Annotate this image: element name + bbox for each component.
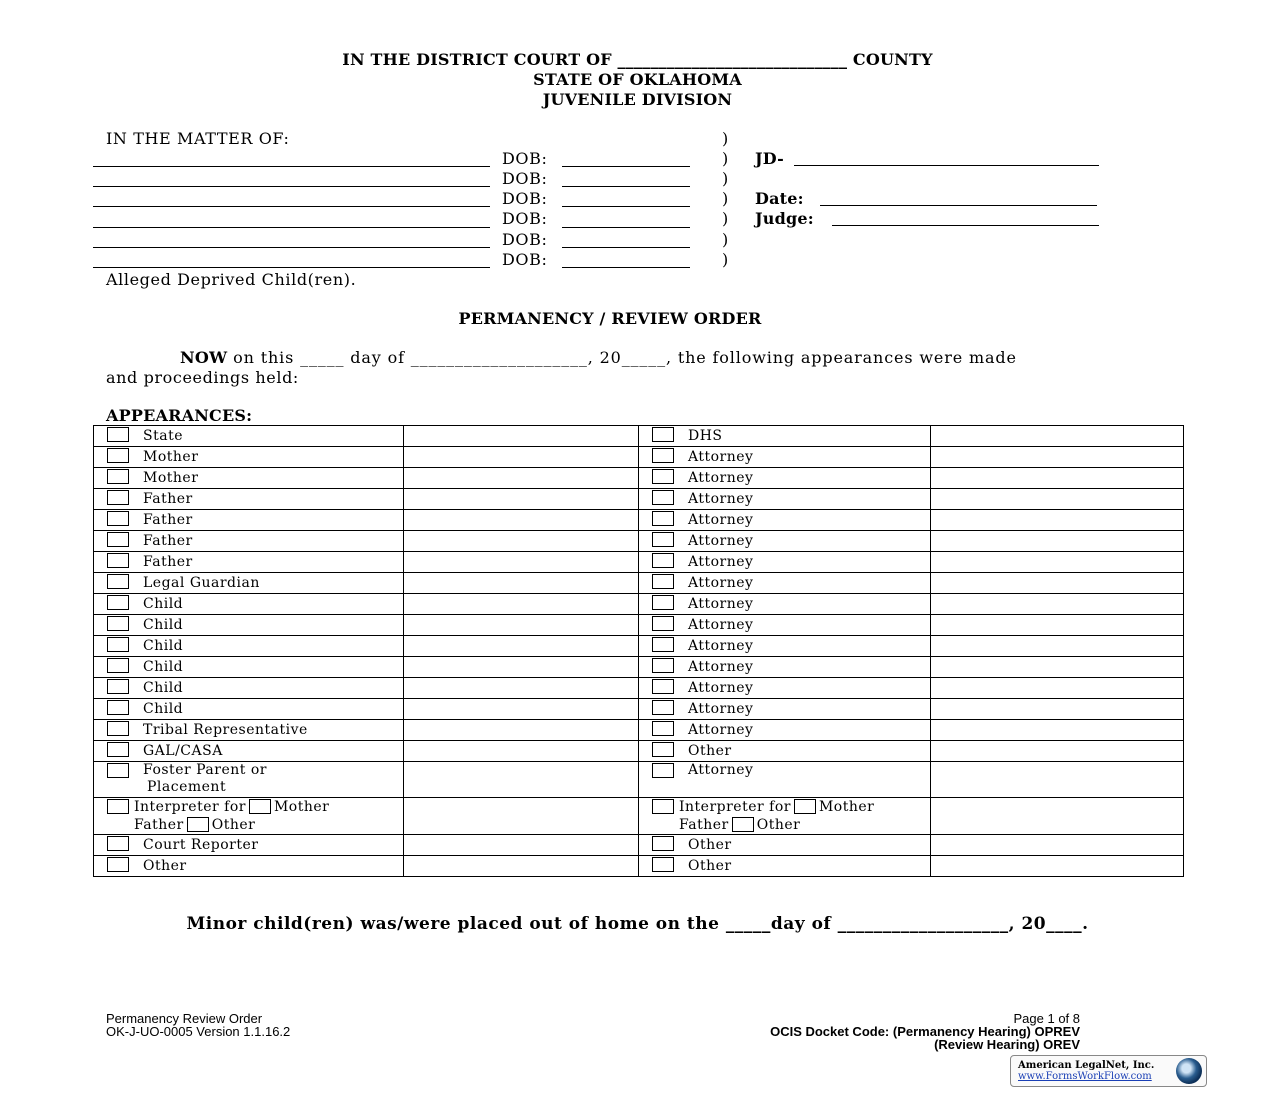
judge-line[interactable] — [832, 225, 1099, 226]
counsel-label: Attorney — [688, 762, 754, 778]
appearance-checkbox[interactable] — [107, 427, 129, 442]
counsel-cell — [639, 720, 931, 741]
counsel-label: Attorney — [688, 638, 754, 654]
appearance-row — [94, 856, 1184, 877]
appearance-checkbox[interactable] — [107, 490, 129, 505]
party-label: Child — [143, 617, 184, 633]
counsel-label: Attorney — [688, 617, 754, 633]
dob-line[interactable] — [562, 206, 690, 207]
child-name-line[interactable] — [93, 227, 490, 228]
appearance-checkbox[interactable] — [107, 448, 129, 463]
appearance-checkbox[interactable] — [652, 679, 674, 694]
intro-line1 — [180, 348, 1017, 367]
appearance-row — [94, 468, 1184, 489]
counsel-label: Other — [688, 743, 732, 759]
party-cell — [94, 720, 404, 741]
interpreter-other-checkbox[interactable] — [732, 817, 754, 832]
party-label: Court Reporter — [143, 837, 259, 853]
party-name-cell[interactable] — [404, 594, 639, 615]
counsel-cell — [639, 573, 931, 594]
party-cell — [94, 762, 404, 798]
interpreter-father-label: Father — [134, 817, 184, 833]
appearance-checkbox[interactable] — [107, 637, 129, 652]
interpreter-other-checkbox[interactable] — [187, 817, 209, 832]
footer-form-title: Permanency Review Order — [106, 1011, 263, 1026]
party-cell — [94, 489, 404, 510]
party-cell — [94, 531, 404, 552]
counsel-label: Attorney — [688, 512, 754, 528]
appearance-checkbox[interactable] — [652, 490, 674, 505]
counsel-cell — [639, 699, 931, 720]
counsel-label: DHS — [688, 428, 723, 444]
appearance-checkbox[interactable] — [107, 721, 129, 736]
party-cell — [94, 594, 404, 615]
appearance-checkbox[interactable] — [652, 574, 674, 589]
counsel-cell — [639, 489, 931, 510]
party-cell — [94, 615, 404, 636]
party-cell — [94, 426, 404, 447]
appearance-row — [94, 552, 1184, 573]
party-cell — [94, 741, 404, 762]
intro-line1-rest: on this _____ day of ____________________, 20_____, the following appearances were made — [233, 348, 1017, 367]
child-name-line[interactable] — [93, 186, 490, 187]
party-name-cell[interactable] — [404, 699, 639, 720]
counsel-name-cell[interactable] — [931, 426, 1184, 447]
counsel-name-cell[interactable] — [931, 510, 1184, 531]
party-label: Legal Guardian — [143, 575, 260, 591]
americanlegalnet-logo[interactable] — [1010, 1055, 1207, 1087]
appearance-checkbox[interactable] — [652, 742, 674, 757]
counsel-name-cell[interactable] — [931, 531, 1184, 552]
party-cell — [94, 699, 404, 720]
dob-label: DOB: — [502, 189, 548, 208]
matter-label: IN THE MATTER OF: — [106, 129, 290, 148]
party-name-cell[interactable] — [404, 657, 639, 678]
counsel-name-cell[interactable] — [931, 762, 1184, 798]
party-name-cell[interactable] — [404, 426, 639, 447]
appearance-row — [94, 594, 1184, 615]
party-cell — [94, 856, 404, 877]
appearance-row — [94, 510, 1184, 531]
party-label: Father — [143, 491, 193, 507]
counsel-label: Attorney — [688, 491, 754, 507]
appearances-table — [93, 425, 1184, 877]
party-cell — [94, 636, 404, 657]
party-label: Mother — [143, 470, 199, 486]
counsel-cell — [639, 741, 931, 762]
appearance-checkbox[interactable] — [652, 469, 674, 484]
counsel-cell — [639, 447, 931, 468]
appearance-checkbox[interactable] — [652, 532, 674, 547]
party-name-cell[interactable] — [404, 678, 639, 699]
interpreter-label: Interpreter for — [134, 799, 246, 815]
interpreter-name-cell[interactable] — [404, 798, 639, 835]
appearance-checkbox[interactable] — [652, 799, 674, 814]
appearance-checkbox[interactable] — [652, 448, 674, 463]
interpreter-father-label: Father — [679, 817, 729, 833]
counsel-name-cell[interactable] — [931, 657, 1184, 678]
child-name-line[interactable] — [93, 166, 490, 167]
counsel-cell — [639, 552, 931, 573]
appearance-checkbox[interactable] — [107, 511, 129, 526]
party-label: GAL/CASA — [143, 743, 223, 759]
appearance-checkbox[interactable] — [652, 616, 674, 631]
party-label: Father — [143, 512, 193, 528]
party-name-cell[interactable] — [404, 468, 639, 489]
interpreter-name-cell[interactable] — [931, 798, 1184, 835]
counsel-cell — [639, 510, 931, 531]
appearance-checkbox[interactable] — [107, 553, 129, 568]
counsel-cell — [639, 636, 931, 657]
date-label: Date: — [755, 189, 804, 208]
logo-company-name: American LegalNet, Inc. — [1018, 1060, 1155, 1071]
party-name-cell[interactable] — [404, 720, 639, 741]
counsel-name-cell[interactable] — [931, 741, 1184, 762]
counsel-label: Attorney — [688, 680, 754, 696]
appearance-row — [94, 489, 1184, 510]
counsel-name-cell[interactable] — [931, 552, 1184, 573]
counsel-name-cell[interactable] — [931, 468, 1184, 489]
interpreter-mother-checkbox[interactable] — [249, 799, 271, 814]
appearance-checkbox[interactable] — [652, 427, 674, 442]
counsel-name-cell[interactable] — [931, 573, 1184, 594]
appearance-row — [94, 699, 1184, 720]
appearance-checkbox[interactable] — [652, 721, 674, 736]
appearance-row — [94, 741, 1184, 762]
appearance-checkbox[interactable] — [652, 658, 674, 673]
party-name-cell[interactable] — [404, 856, 639, 877]
counsel-name-cell[interactable] — [931, 699, 1184, 720]
counsel-label: Attorney — [688, 470, 754, 486]
appearance-checkbox[interactable] — [107, 679, 129, 694]
counsel-name-cell[interactable] — [931, 447, 1184, 468]
party-name-cell[interactable] — [404, 762, 639, 798]
party-label: Mother — [143, 449, 199, 465]
counsel-label: Attorney — [688, 533, 754, 549]
party-name-cell[interactable] — [404, 615, 639, 636]
appearance-row — [94, 720, 1184, 741]
child-name-line[interactable] — [93, 267, 490, 268]
caption-paren: ) — [722, 189, 729, 208]
dob-line[interactable] — [562, 186, 690, 187]
appearance-checkbox[interactable] — [107, 763, 129, 778]
placement-sentence: Minor child(ren) was/were placed out of home on the _____day of ___________________, 20____. — [186, 914, 1089, 934]
appearance-checkbox[interactable] — [652, 763, 674, 778]
counsel-cell — [639, 678, 931, 699]
appearance-checkbox[interactable] — [107, 595, 129, 610]
appearance-checkbox[interactable] — [107, 799, 129, 814]
appearance-checkbox[interactable] — [107, 700, 129, 715]
party-name-cell[interactable] — [404, 741, 639, 762]
appearance-checkbox[interactable] — [107, 469, 129, 484]
appearance-row — [94, 835, 1184, 856]
interpreter-mother-checkbox[interactable] — [794, 799, 816, 814]
order-title: PERMANENCY / REVIEW ORDER — [458, 309, 762, 328]
counsel-label: Attorney — [688, 596, 754, 612]
counsel-cell — [639, 762, 931, 798]
party-name-cell[interactable] — [404, 510, 639, 531]
appearance-checkbox[interactable] — [107, 857, 129, 872]
party-cell — [94, 678, 404, 699]
court-header-line1: IN THE DISTRICT COURT OF ____________________________ COUNTY — [342, 50, 933, 69]
dob-line[interactable] — [562, 166, 690, 167]
counsel-cell — [639, 594, 931, 615]
appearance-row — [94, 573, 1184, 594]
appearance-checkbox[interactable] — [652, 553, 674, 568]
counsel-label: Attorney — [688, 659, 754, 675]
dob-label: DOB: — [502, 250, 548, 269]
intro-line2: and proceedings held: — [106, 368, 299, 387]
counsel-name-cell[interactable] — [931, 594, 1184, 615]
counsel-name-cell[interactable] — [931, 489, 1184, 510]
appearance-checkbox[interactable] — [652, 836, 674, 851]
appearance-checkbox[interactable] — [107, 836, 129, 851]
interpreter-label: Interpreter for — [679, 799, 791, 815]
jd-number-line[interactable] — [794, 165, 1099, 166]
party-cell — [94, 552, 404, 573]
now-word: NOW — [180, 348, 228, 367]
dob-label: DOB: — [502, 209, 548, 228]
party-cell — [94, 447, 404, 468]
caption-paren: ) — [722, 250, 729, 269]
counsel-cell — [639, 657, 931, 678]
party-label: State — [143, 428, 183, 444]
party-cell — [94, 510, 404, 531]
party-label: Child — [143, 701, 184, 717]
interpreter-cell — [94, 798, 404, 835]
interpreter-cell — [639, 798, 931, 835]
counsel-name-cell[interactable] — [931, 856, 1184, 877]
globe-icon — [1176, 1058, 1202, 1084]
caption-paren: ) — [722, 149, 729, 168]
counsel-name-cell[interactable] — [931, 615, 1184, 636]
party-label: Father — [143, 533, 193, 549]
footer-form-version: OK-J-UO-0005 Version 1.1.16.2 — [106, 1024, 291, 1039]
interpreter-other-label: Other — [211, 817, 256, 833]
counsel-name-cell[interactable] — [931, 636, 1184, 657]
party-label: Child — [143, 596, 184, 612]
counsel-label: Attorney — [688, 554, 754, 570]
counsel-cell — [639, 468, 931, 489]
interpreter-mother-label: Mother — [818, 799, 875, 815]
party-label: Father — [143, 554, 193, 570]
appearance-checkbox[interactable] — [652, 857, 674, 872]
counsel-cell — [639, 835, 931, 856]
counsel-name-cell[interactable] — [931, 835, 1184, 856]
counsel-label: Other — [688, 858, 732, 874]
appearance-row — [94, 426, 1184, 447]
party-name-cell[interactable] — [404, 531, 639, 552]
caption-paren: ) — [722, 129, 729, 148]
appearance-checkbox[interactable] — [107, 742, 129, 757]
child-name-line[interactable] — [93, 206, 490, 207]
appearance-row-interpreter — [94, 798, 1184, 835]
logo-url-link[interactable]: www.FormsWorkFlow.com — [1018, 1071, 1152, 1082]
appearance-checkbox[interactable] — [652, 595, 674, 610]
appearance-checkbox[interactable] — [107, 658, 129, 673]
judge-label: Judge: — [755, 209, 814, 228]
interpreter-mother-label: Mother — [273, 799, 330, 815]
appearance-checkbox[interactable] — [107, 616, 129, 631]
party-label: Other — [143, 858, 187, 874]
counsel-label: Attorney — [688, 449, 754, 465]
footer-review-code: (Review Hearing) OREV — [934, 1037, 1080, 1052]
party-name-cell[interactable] — [404, 489, 639, 510]
dob-line[interactable] — [562, 267, 690, 268]
dob-line[interactable] — [562, 227, 690, 228]
party-label-cont: Placement — [147, 779, 227, 795]
counsel-label: Other — [688, 837, 732, 853]
jd-label: JD- — [755, 149, 784, 168]
party-name-cell[interactable] — [404, 552, 639, 573]
appearance-checkbox[interactable] — [107, 532, 129, 547]
child-name-line[interactable] — [93, 247, 490, 248]
appearance-row-foster — [94, 762, 1184, 798]
party-name-cell[interactable] — [404, 636, 639, 657]
counsel-cell — [639, 615, 931, 636]
appearance-checkbox[interactable] — [652, 700, 674, 715]
party-label: Child — [143, 659, 184, 675]
counsel-label: Attorney — [688, 722, 754, 738]
appearance-row — [94, 657, 1184, 678]
party-name-cell[interactable] — [404, 447, 639, 468]
party-cell — [94, 468, 404, 489]
date-line[interactable] — [820, 205, 1097, 206]
appearance-checkbox[interactable] — [652, 637, 674, 652]
counsel-cell — [639, 426, 931, 447]
counsel-cell — [639, 856, 931, 877]
alleged-deprived-label: Alleged Deprived Child(ren). — [106, 270, 357, 289]
party-label: Child — [143, 680, 184, 696]
dob-label: DOB: — [502, 149, 548, 168]
party-cell — [94, 835, 404, 856]
footer-docket-code: OCIS Docket Code: (Permanency Hearing) OPREV — [770, 1024, 1080, 1039]
appearance-row — [94, 531, 1184, 552]
appearance-checkbox[interactable] — [107, 574, 129, 589]
court-header-state: STATE OF OKLAHOMA — [533, 70, 742, 89]
appearance-row — [94, 678, 1184, 699]
dob-line[interactable] — [562, 247, 690, 248]
appearances-body — [94, 426, 1184, 877]
counsel-name-cell[interactable] — [931, 720, 1184, 741]
counsel-cell — [639, 531, 931, 552]
party-label: Tribal Representative — [143, 722, 308, 738]
counsel-label: Attorney — [688, 575, 754, 591]
appearance-checkbox[interactable] — [652, 511, 674, 526]
interpreter-other-label: Other — [756, 817, 801, 833]
court-header-division: JUVENILE DIVISION — [542, 90, 733, 109]
dob-label: DOB: — [502, 230, 548, 249]
party-cell — [94, 657, 404, 678]
appearance-row — [94, 636, 1184, 657]
footer-page-number: Page 1 of 8 — [1013, 1011, 1080, 1026]
caption-paren: ) — [722, 169, 729, 188]
caption-paren: ) — [722, 209, 729, 228]
counsel-name-cell[interactable] — [931, 678, 1184, 699]
caption-paren: ) — [722, 230, 729, 249]
appearance-row — [94, 615, 1184, 636]
appearances-label: APPEARANCES: — [106, 406, 253, 425]
party-label: Child — [143, 638, 184, 654]
party-name-cell[interactable] — [404, 573, 639, 594]
party-cell — [94, 573, 404, 594]
appearance-row — [94, 447, 1184, 468]
party-name-cell[interactable] — [404, 835, 639, 856]
counsel-label: Attorney — [688, 701, 754, 717]
party-label: Foster Parent or — [143, 762, 267, 778]
dob-label: DOB: — [502, 169, 548, 188]
